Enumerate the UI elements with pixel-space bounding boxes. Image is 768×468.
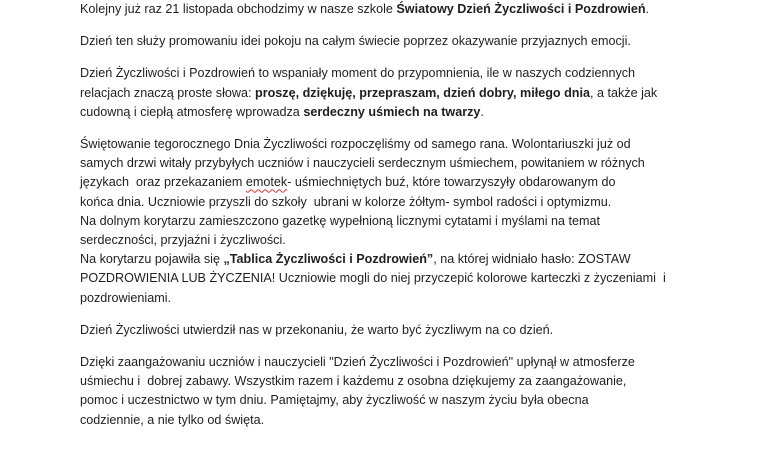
text-line: końca dnia. Uczniowie przyszli do szkoły ubrani w kolorze żółtym- symbol radości i optymizmu. <box>80 194 612 209</box>
paragraph-kind-words <box>80 64 760 122</box>
text-line <box>80 173 760 192</box>
text-run: cudowną i ciepłą atmosferę wprowadza <box>80 104 304 119</box>
paragraph-purpose <box>80 32 760 51</box>
text-run: Kolejny już raz 21 listopada obchodzimy w nasze szkole <box>80 2 397 16</box>
text-line <box>80 250 760 269</box>
text-run: , a także jak <box>589 85 658 100</box>
text-run: . <box>480 104 484 119</box>
text-line: pomoc i uczestnictwo w tym dniu. Pamiętajmy, aby życzliwość w naszym życiu była obecna <box>80 393 589 408</box>
text-line <box>80 103 760 122</box>
text-run: relacjach znaczą proste słowa: <box>80 85 255 100</box>
text-line: uśmiechu i dobrej zabawy. Wszystkim razem i każdemu z osobna dziękujemy za zaangażowanie, <box>80 374 627 389</box>
text-run: Na korytarzu pojawiła się <box>80 252 224 267</box>
text-line: Dzień ten służy promowaniu idei pokoju na całym świecie poprzez okazywanie przyjaznych emocji. <box>80 34 631 49</box>
text-line: Dzień Życzliwości i Pozdrowień to wspaniały moment do przypomnienia, ile w naszych codziennych <box>80 66 636 81</box>
text-line: samych drzwi witały przybyłych uczniów i nauczycieli serdecznym uśmiechem, powitaniem w różnych <box>80 156 645 171</box>
paragraph-intro <box>80 0 760 19</box>
paragraph-celebration <box>80 135 760 308</box>
text-run: . <box>645 2 650 16</box>
text-line: Dzień Życzliwości utwierdził nas w przekonaniu, że warto być życzliwym na co dzień. <box>80 322 554 337</box>
text-line: Dzięki zaangażowaniu uczniów i nauczycieli "Dzień Życzliwości i Pozdrowień" upłynął w atmosferze <box>80 355 635 370</box>
bold-board-name: „Tablica Życzliwości i Pozdrowień” <box>223 252 434 267</box>
bold-kind-words: proszę, dziękuję, przepraszam, dzień dobry, miłego dnia <box>255 85 590 100</box>
text-line <box>80 84 760 103</box>
text-line: Na dolnym korytarzu zamieszczono gazetkę wypełnioną licznymi cytatami i myślami na temat <box>80 213 601 228</box>
text-line: serdeczności, przyjaźni i życzliwości. <box>80 233 286 248</box>
text-line: POZDROWIENIA LUB ŻYCZENIA! Uczniowie mogli do niej przyczepić kolorowe karteczki z życzeniami i <box>80 271 666 286</box>
document-body <box>80 0 760 430</box>
text-line: Świętowanie tegorocznego Dnia Życzliwości rozpoczęliśmy od samego rana. Wolontariuszki już od <box>80 137 631 152</box>
bold-event-name: Światowy Dzień Życzliwości i Pozdrowień <box>396 2 646 16</box>
paragraph-conclusion <box>80 321 760 340</box>
bold-smile-phrase: serdeczny uśmiech na twarzy <box>303 104 481 119</box>
spellcheck-flagged-word: emotek <box>245 175 288 190</box>
text-run: - uśmiechniętych buź, które towarzyszyły obdarowanym do <box>287 175 616 190</box>
text-line: pozdrowieniami. <box>80 290 171 305</box>
paragraph-thanks <box>80 353 760 430</box>
text-run: językach oraz przekazaniem <box>80 175 246 190</box>
text-line: codziennie, a nie tylko od święta. <box>80 412 265 427</box>
text-run: , na której widniało hasło: ZOSTAW <box>433 252 631 267</box>
